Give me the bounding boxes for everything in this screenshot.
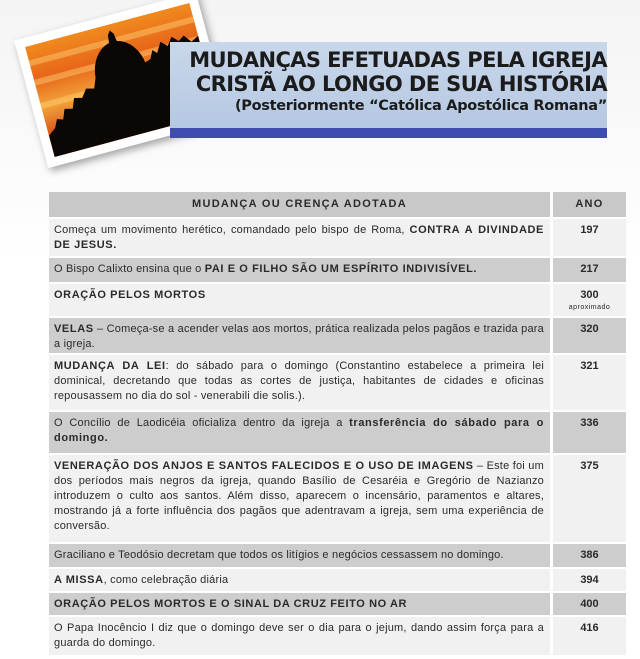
table-row <box>49 258 626 282</box>
table-row <box>49 544 626 567</box>
title-banner-bar <box>170 128 607 138</box>
table-row <box>49 318 626 353</box>
column-header-change: MUDANÇA OU CRENÇA ADOTADA <box>49 192 550 217</box>
row-description: ORAÇÃO PELOS MORTOS <box>49 284 550 316</box>
row-description: O Concílio de Laodicéia oficializa dentro da igreja a transferência do sábado para o domingo. <box>49 412 550 453</box>
row-description: VENERAÇÃO DOS ANJOS E SANTOS FALECIDOS E O USO DE IMAGENS – Este foi um dos períodos mais negros da igreja, quando Basílio de Cesaréia e Gregório de Nazianzo introduzem o culto aos santos. Além disso, aparecem o incensário, paramentos e altares, mostrando já a forte influência dos pagãos que adentravam a igreja, sem uma experiência de conversão. <box>49 455 550 542</box>
approximate-note: aproximado <box>568 304 611 311</box>
row-year: 375 <box>553 455 626 542</box>
row-description: VELAS – Começa-se a acender velas aos mortos, prática realizada pelos pagãos e trazida para a igreja. <box>49 318 550 353</box>
row-year: 416 <box>553 617 626 655</box>
row-year: 320 <box>553 318 626 353</box>
row-year: 217 <box>553 258 626 282</box>
row-description: O Papa Inocêncio I diz que o domingo deve ser o dia para o jejum, dando assim força para a guarda do domingo. <box>49 617 550 655</box>
row-year: 394 <box>553 569 626 591</box>
title-line-2: CRISTÃ AO LONGO DE SUA HISTÓRIA <box>195 72 607 96</box>
table-row <box>49 455 626 542</box>
table-row <box>49 617 626 655</box>
table-row <box>49 593 626 615</box>
row-year: 386 <box>553 544 626 567</box>
table-header <box>49 192 626 217</box>
table-row <box>49 284 626 316</box>
row-year: 336 <box>553 412 626 453</box>
row-description: MUDANÇA DA LEI: do sábado para o domingo (Constantino estabelece a primeira lei dominical, decretando que todas as cortes de justiça, habitantes de cidades e oficinas repousassem no dia do sol - venerabili die solis.). <box>49 355 550 410</box>
row-description: Começa um movimento herético, comandado pelo bispo de Roma, CONTRA A DIVINDADE DE JESUS. <box>49 219 550 256</box>
table-row <box>49 355 626 410</box>
row-description: Graciliano e Teodósio decretam que todos os litígios e negócios cessassem no domingo. <box>49 544 550 567</box>
row-year: 300 aproximado <box>553 284 626 316</box>
subtitle: (Posteriormente “Católica Apostólica Romana” <box>234 98 607 114</box>
table-row <box>49 569 626 591</box>
row-year: 400 <box>553 593 626 615</box>
table-row <box>49 219 626 256</box>
column-header-year: ANO <box>553 192 626 217</box>
page-title <box>189 48 607 116</box>
row-description: A MISSA, como celebração diária <box>49 569 550 591</box>
row-year: 321 <box>553 355 626 410</box>
changes-table <box>49 192 626 657</box>
row-year: 197 <box>553 219 626 256</box>
row-description: O Bispo Calixto ensina que o PAI E O FILHO SÃO UM ESPÍRITO INDIVISÍVEL. <box>49 258 550 282</box>
row-description: ORAÇÃO PELOS MORTOS E O SINAL DA CRUZ FEITO NO AR <box>49 593 550 615</box>
table-row <box>49 412 626 453</box>
title-line-1: MUDANÇAS EFETUADAS PELA IGREJA <box>189 48 607 72</box>
